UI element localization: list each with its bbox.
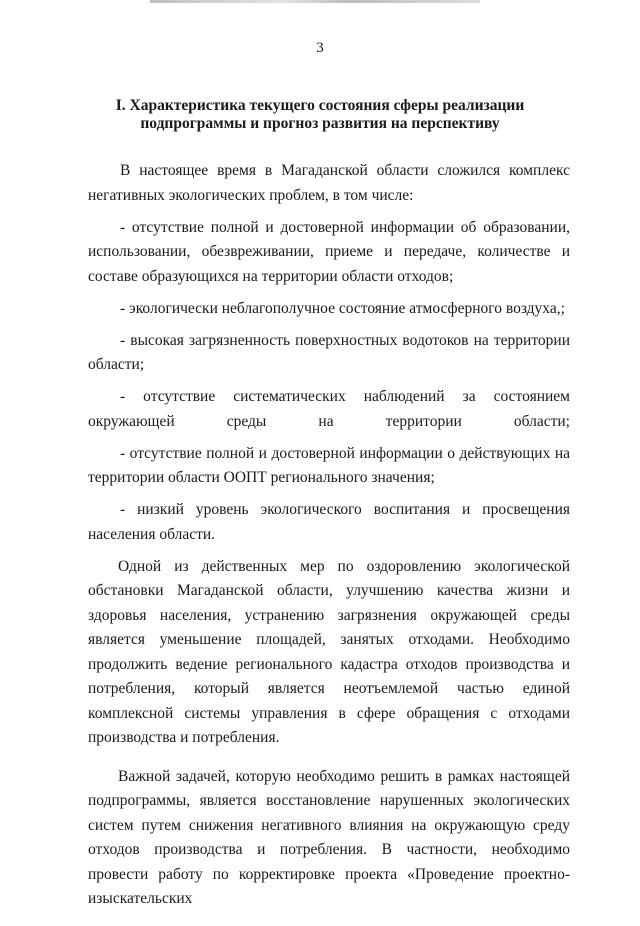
waste-reduction-paragraph: Одной из действенных мер по оздоровлению экологической обстановки Магаданской области, улучшению качества жизни и здоровья населения, устранению загрязнения окружающей среды является уменьшение площадей, занятых отходами. Необходимо продолжить ведение регионального кадастра отходов производства и потребления, который является неотъемлемой частью единой комплексной системы управления в сфере обращения с отходами производства и потребления. [88, 557, 570, 746]
section-heading-line-2: подпрограммы и прогноз развития на перспективу [140, 115, 500, 132]
section-heading [70, 97, 570, 133]
intro-paragraph: В настоящее время в Магаданской области сложился комплекс негативных экологических проблем, в том числе: [88, 162, 570, 204]
restoration-paragraph: Важной задачей, которую необходимо решить в рамках настоящей подпрограммы, является восстановление нарушенных экологических систем путем снижения негативного влияния на окружающую среду отходов производства и потребления. В частности, необходимо провести работу по корректировке проекта «Проведение проектно-изыскательских [88, 767, 570, 907]
section-heading-line-1: I. Характеристика текущего состояния сферы реализации [115, 97, 525, 114]
problem-item-water: - высокая загрязненность поверхностных водотоков на территории области; [88, 331, 570, 373]
problem-item-protected-areas: - отсутствие полной и достоверной информации о действующих на территории области ООПТ регионального значения; [88, 444, 570, 486]
problem-item-monitoring: - отсутствие систематических наблюдений за состоянием окружающей среды на территории области; [88, 388, 570, 430]
page-number: 3 [316, 40, 324, 56]
problem-item-air: - экологически неблагополучное состояние атмосферного воздуха,; [120, 299, 565, 317]
document-body [88, 159, 570, 926]
problem-item-waste-info: - отсутствие полной и достоверной информации об образовании, использовании, обезвреживании, приеме и передаче, количестве и составе образующихся на территории области отходов; [88, 218, 570, 285]
scan-top-edge [150, 0, 480, 3]
problem-item-education: - низкий уровень экологического воспитания и просвещения населения области. [88, 501, 570, 543]
